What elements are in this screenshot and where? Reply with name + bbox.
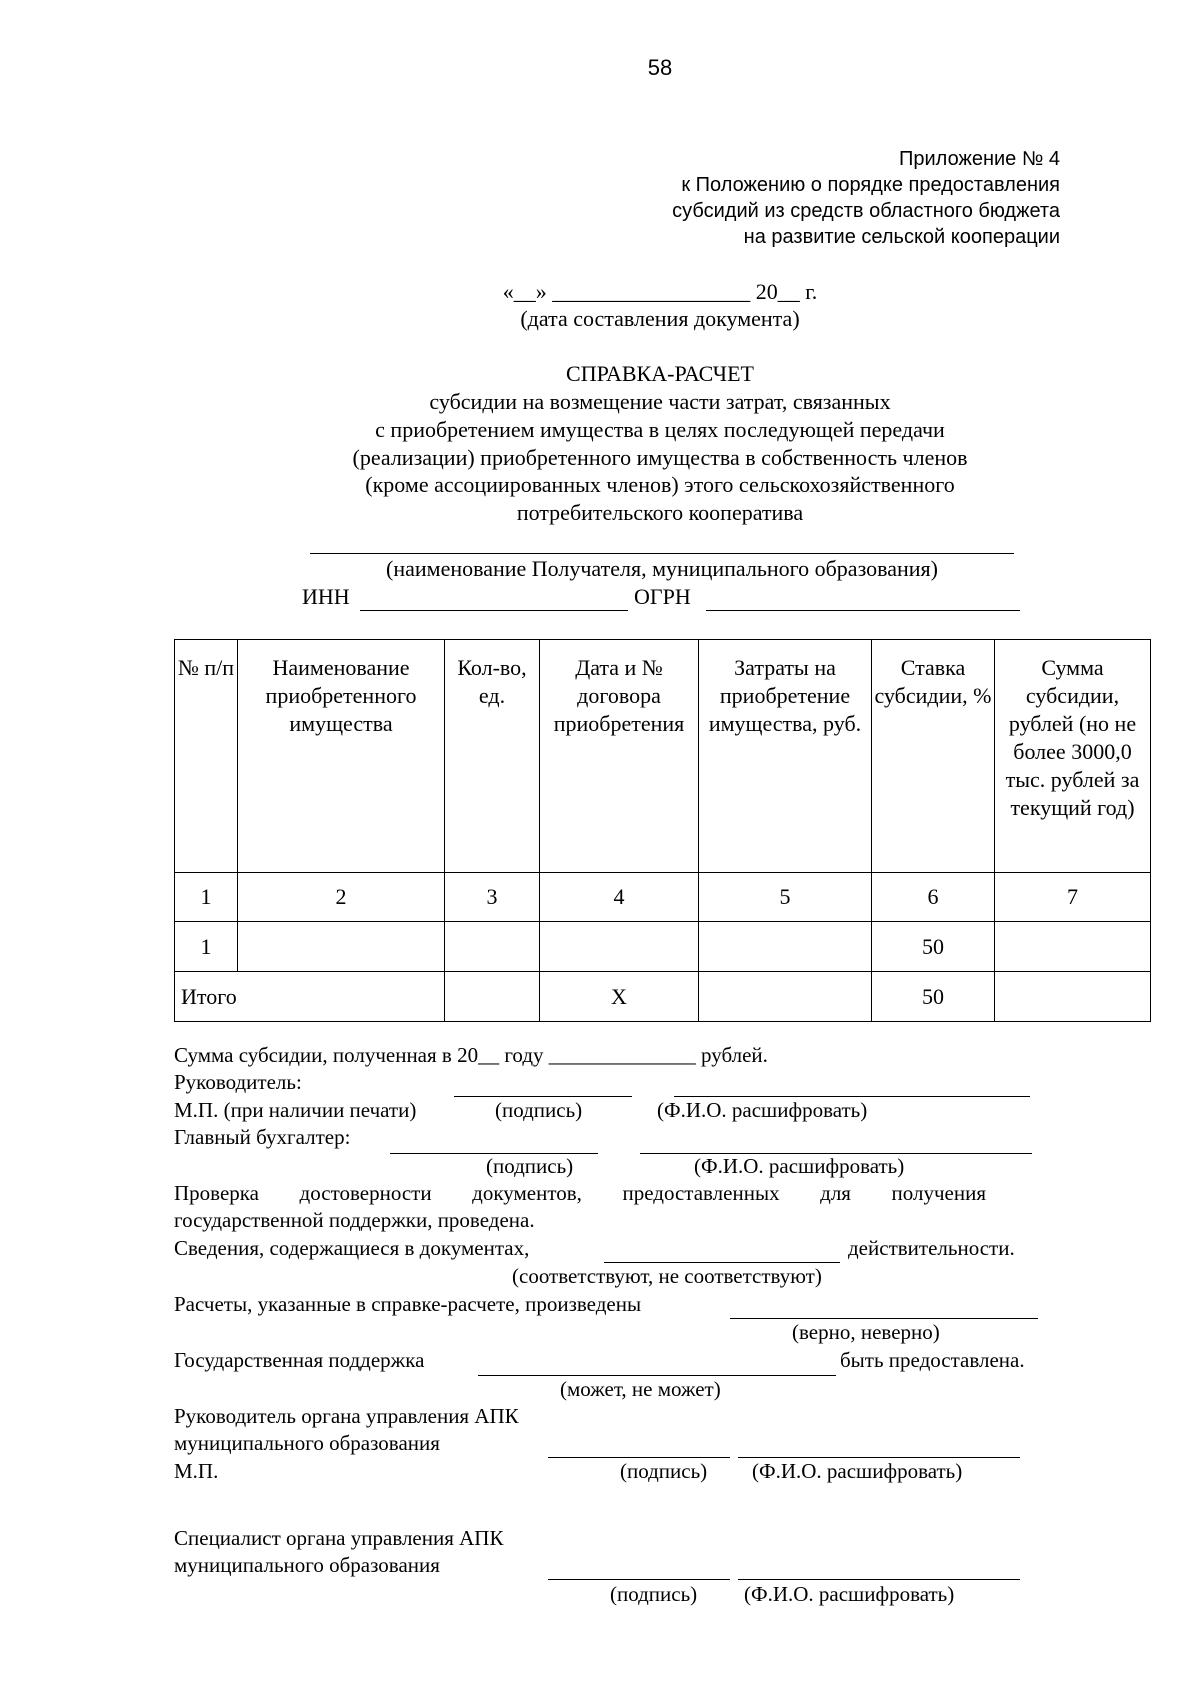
column-number: 6: [872, 873, 995, 922]
verification-line-1: Проверка достоверности документов, предоставленных для получения: [174, 1181, 986, 1205]
column-number: 4: [540, 873, 699, 922]
title-line-3: (реализации) приобретенного имущества в собственность членов: [352, 445, 968, 470]
head-signature-caption: (подпись): [495, 1098, 583, 1122]
document-date-line: «__» __________________ 20__ г.: [502, 279, 818, 304]
row-qty-cell: [445, 922, 540, 972]
table-total-row: [175, 972, 1151, 1022]
apk-head-line-1: Руководитель органа управления АПК: [174, 1404, 519, 1428]
apk-head-fio-caption: (Ф.И.О. расшифровать): [752, 1459, 963, 1483]
apk-head-fio-line: [738, 1457, 1020, 1458]
header-costs: Затраты на приобретение имущества, руб.: [699, 640, 872, 873]
specialist-fio-caption: (Ф.И.О. расшифровать): [744, 1582, 955, 1606]
head-signature-line: [454, 1096, 632, 1097]
row-rate-cell: 50: [872, 922, 995, 972]
appendix-line-2: к Положению о порядке предоставления: [681, 174, 1060, 196]
total-sum-cell: [995, 972, 1151, 1022]
ogrn-label: ОГРН: [634, 584, 691, 609]
mp-label: М.П. (при наличии печати): [174, 1098, 417, 1122]
verification-line-2: государственной поддержки, проведена.: [174, 1208, 535, 1232]
calc-label: Расчеты, указанные в справке-расчете, произведены: [174, 1292, 642, 1316]
appendix-line-4: на развитие сельской кооперации: [743, 226, 1060, 248]
apk-head-line-2: муниципального образования: [174, 1431, 440, 1455]
header-quantity: Кол-во, ед.: [445, 640, 540, 873]
header-contract: Дата и № договора приобретения: [540, 640, 699, 873]
head-fio-caption: (Ф.И.О. расшифровать): [657, 1098, 868, 1122]
specialist-line-2: муниципального образования: [174, 1553, 440, 1577]
inn-label: ИНН: [302, 584, 350, 609]
column-numbers-row: [175, 873, 1151, 922]
total-rate-cell: 50: [872, 972, 995, 1022]
total-costs-cell: [699, 972, 872, 1022]
header-property-name: Наименование приобретенного имущества: [238, 640, 445, 873]
apk-head-signature-line: [548, 1457, 730, 1458]
support-suffix: быть предоставлена.: [840, 1348, 1025, 1372]
specialist-fio-line: [738, 1579, 1020, 1580]
column-number: 1: [175, 873, 238, 922]
appendix-line-3: субсидий из средств областного бюджета: [672, 200, 1060, 222]
table-header-row: [175, 640, 1151, 873]
row-sum-cell: [995, 922, 1151, 972]
column-number: 5: [699, 873, 872, 922]
specialist-line-1: Специалист органа управления АПК: [174, 1526, 504, 1550]
accountant-fio-caption: (Ф.И.О. расшифровать): [694, 1154, 905, 1178]
recipient-caption: (наименование Получателя, муниципального образования): [386, 556, 938, 581]
apk-mp-label: М.П.: [174, 1459, 219, 1483]
support-line: [478, 1375, 836, 1376]
support-label: Государственная поддержка: [174, 1348, 425, 1372]
accountant-signature-caption: (подпись): [486, 1154, 574, 1178]
appendix-line-1: Приложение № 4: [899, 148, 1060, 170]
row-name-cell: [238, 922, 445, 972]
calc-caption: (верно, неверно): [792, 1320, 940, 1344]
title-line-1: субсидии на возмещение части затрат, связанных: [429, 389, 891, 414]
row-contract-cell: [540, 922, 699, 972]
calculation-table: [174, 639, 1151, 1022]
header-num: № п/п: [175, 640, 238, 873]
column-number: 3: [445, 873, 540, 922]
total-contract-cell: Х: [540, 972, 699, 1022]
head-label: Руководитель:: [174, 1070, 302, 1094]
inn-line: [360, 610, 628, 611]
column-number: 2: [238, 873, 445, 922]
header-rate: Ставка субсидии, %: [872, 640, 995, 873]
row-num: 1: [175, 922, 238, 972]
document-title: СПРАВКА-РАСЧЕТ: [566, 361, 754, 386]
document-date-caption: (дата составления документа): [520, 306, 800, 331]
specialist-signature-caption: (подпись): [610, 1582, 698, 1606]
chief-accountant-label: Главный бухгалтер:: [174, 1125, 351, 1149]
calc-line: [730, 1318, 1038, 1319]
total-label: Итого: [175, 972, 445, 1022]
column-number: 7: [995, 873, 1151, 922]
received-subsidy-sum: Сумма субсидии, полученная в 20__ году ______________ рублей.: [174, 1043, 768, 1067]
head-fio-line: [674, 1096, 1030, 1097]
title-line-2: с приобретением имущества в целях последующей передачи: [375, 417, 945, 442]
info-line: [604, 1262, 840, 1263]
info-caption: (соответствуют, не соответствуют): [512, 1264, 822, 1288]
info-suffix: действительности.: [848, 1236, 1015, 1260]
total-qty-cell: [445, 972, 540, 1022]
title-line-4: (кроме ассоциированных членов) этого сельскохозяйственного: [365, 472, 955, 497]
recipient-name-line: [310, 553, 1014, 554]
info-label: Сведения, содержащиеся в документах,: [174, 1236, 530, 1260]
title-line-5: потребительского кооператива: [516, 500, 804, 525]
table-row: [175, 922, 1151, 972]
apk-head-signature-caption: (подпись): [620, 1459, 708, 1483]
specialist-signature-line: [548, 1579, 730, 1580]
row-costs-cell: [699, 922, 872, 972]
header-subsidy-sum: Сумма субсидии, рублей (но не более 3000,0 тыс. рублей за текущий год): [995, 640, 1151, 873]
ogrn-line: [706, 610, 1020, 611]
page-number: 58: [647, 55, 673, 80]
support-caption: (может, не может): [560, 1377, 721, 1401]
